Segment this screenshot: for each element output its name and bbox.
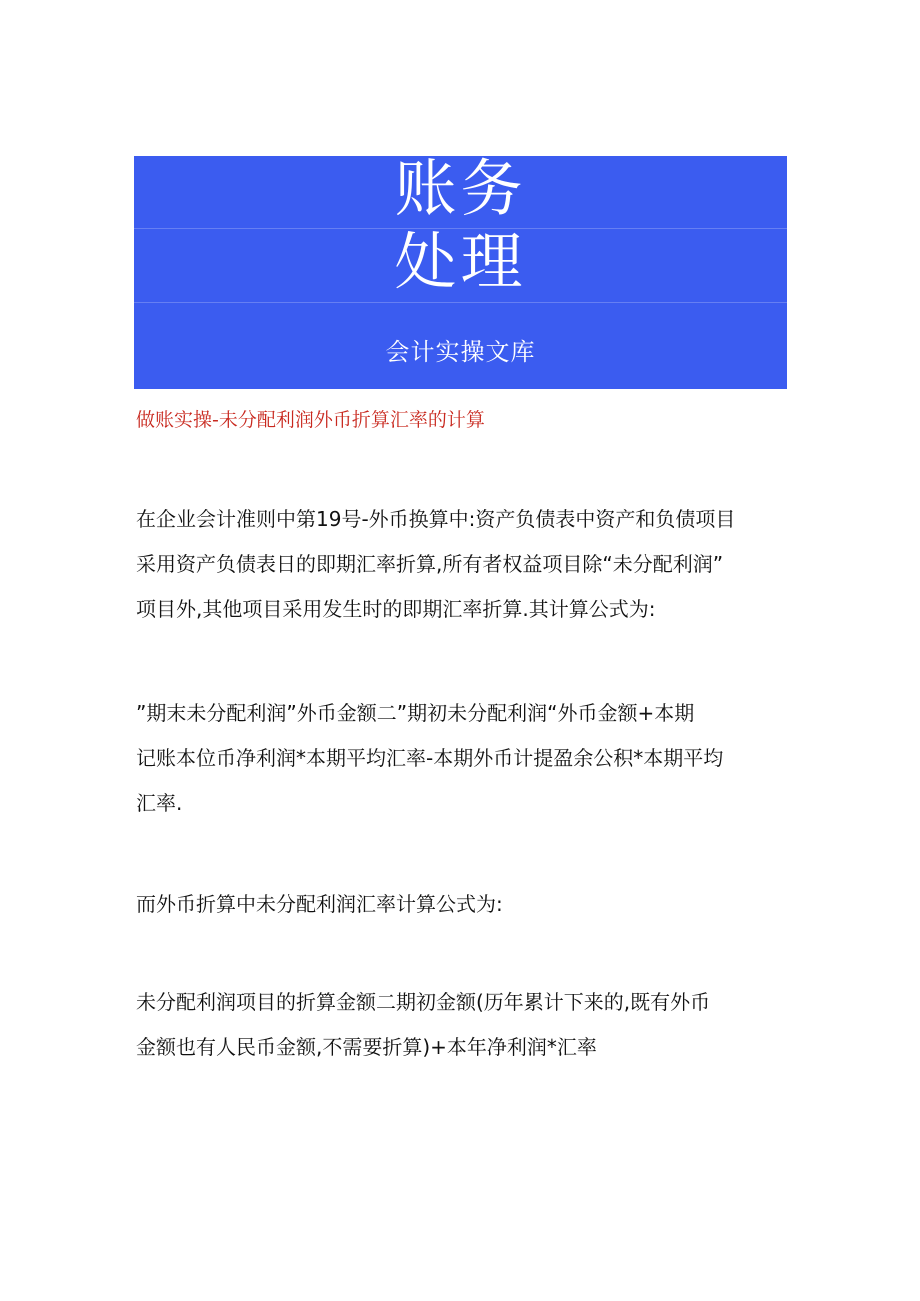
paragraph-line: 金额也有人民币金额,不需要折算)+本年净利润*汇率 (136, 1035, 597, 1059)
paragraph-formula-2 (136, 980, 796, 1070)
paragraph-formula-1 (136, 691, 796, 826)
paragraph-standard-intro (136, 497, 796, 632)
banner-heading-line-2: 处理 (394, 225, 527, 298)
cover-banner (134, 156, 787, 389)
document-title: 做账实操-未分配利润外币折算汇率的计算 (136, 409, 485, 431)
paragraph-line: 记账本位币净利润*本期平均汇率-本期外币计提盈余公积*本期平均 (136, 746, 724, 770)
paragraph-line: 汇率. (136, 791, 183, 815)
banner-heading-line-1: 账务 (394, 156, 527, 225)
paragraph-line: 未分配利润项目的折算金额二期初金额(历年累计下来的,既有外币 (136, 990, 711, 1014)
paragraph-formula-intro (136, 882, 796, 927)
banner-divider-bottom (134, 302, 787, 303)
paragraph-line: 采用资产负债表日的即期汇率折算,所有者权益项目除“未分配利润” (136, 552, 724, 576)
paragraph-line: 而外币折算中未分配利润汇率计算公式为: (136, 892, 503, 916)
paragraph-line: ”期末未分配利润”外币金额二”期初未分配利润“外币金额+本期 (136, 701, 695, 725)
paragraph-line: 在企业会计准则中第19号-外币换算中:资产负债表中资产和负债项目 (136, 507, 736, 531)
banner-subtitle: 会计实操文库 (385, 338, 536, 366)
paragraph-line: 项目外,其他项目采用发生时的即期汇率折算.其计算公式为: (136, 597, 656, 621)
